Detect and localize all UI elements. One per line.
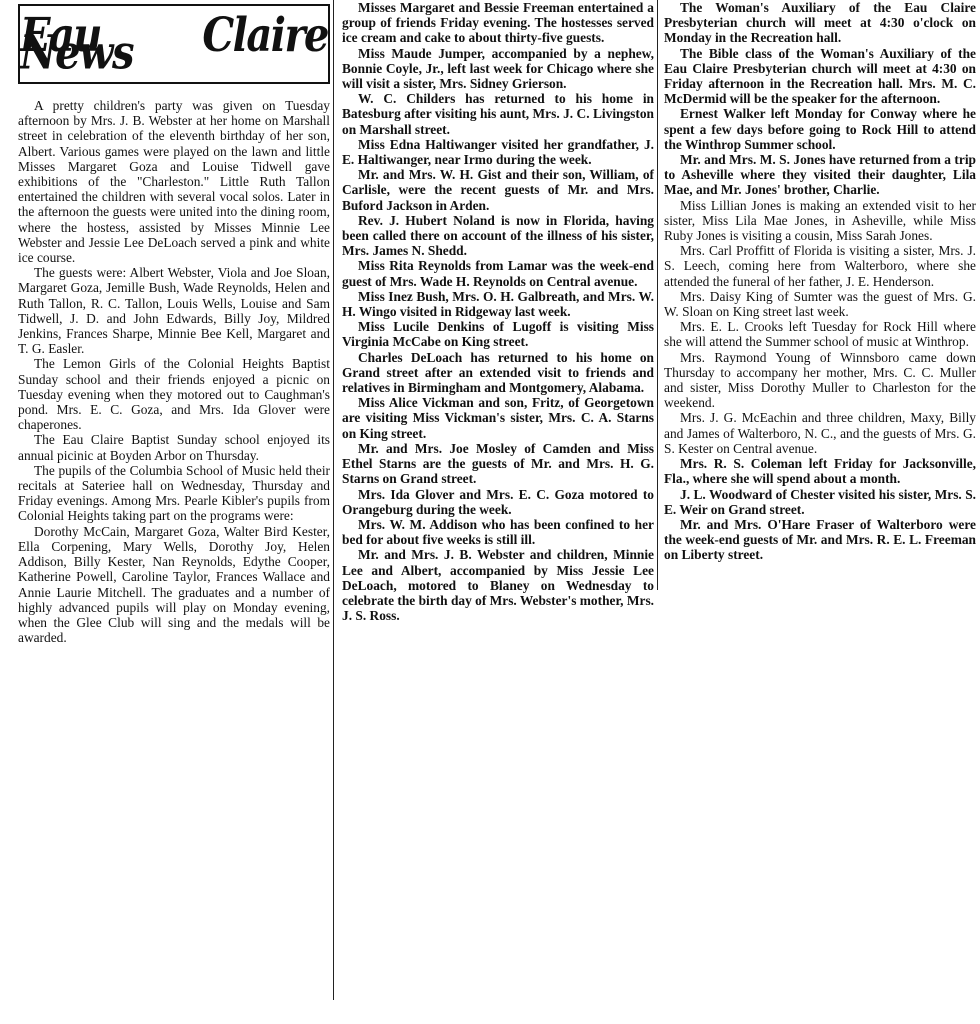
article-paragraph: Miss Inez Bush, Mrs. O. H. Galbreath, and Mrs. W. H. Wingo visited in Ridgeway last week. [342,288,654,320]
article-paragraph: Dorothy McCain, Margaret Goza, Walter Bird Kester, Ella Corpening, Mary Wells, Dorothy Joy, Helen Addison, Billy Kester, Nan Reynolds, Edythe Cooper, Katherine Powell, Caroline Taylor, Frances Wallace and Annie Laurie Mitchell. The graduates and a number of highly advanced pupils will play on Monday evening, when the Glee Club will sing and the medals will be awarded. [18,523,330,646]
article-paragraph: Mrs. R. S. Coleman left Friday for Jacksonville, Fla., where she will spend about a month. [664,456,976,487]
article-paragraph: Miss Lucile Denkins of Lugoff is visiting Miss Virginia McCabe on King street. [342,319,654,350]
article-paragraph: The Woman's Auxiliary of the Eau Claire Presbyterian church will meet at 4:30 o'clock on Monday in the Recreation hall. [664,0,976,46]
article-paragraph: The Lemon Girls of the Colonial Heights Baptist Sunday school and their friends enjoyed a picnic on Tuesday evening when they motored out to Caughman's pond. Mrs. E. C. Goza, and Mrs. Ida Glover were chaperones. [18,356,330,433]
article-paragraph: Mr. and Mrs. M. S. Jones have returned from a trip to Asheville where they visited their daughter, Lila Mae, and Mr. Jones' brother, Charlie. [664,152,976,198]
article-paragraph: Charles DeLoach has returned to his home on Grand street after an extended visit to friends and relatives in Birmingham and Montgomery, Alabama. [342,349,654,396]
article-paragraph: Mrs. Ida Glover and Mrs. E. C. Goza motored to Orangeburg during the week. [342,486,654,517]
article-paragraph: The Bible class of the Woman's Auxiliary of the Eau Claire Presbyterian church will meet at 4:30 on Friday afternoon in the Recreation hall. Mrs. M. C. McDermid will be the speaker for the afternoon. [664,45,976,107]
article-paragraph: Mrs. Daisy King of Sumter was the guest of Mrs. G. W. Sloan on King street last week. [664,288,976,320]
article-paragraph: The guests were: Albert Webster, Viola and Joe Sloan, Margaret Goza, Jemille Bush, Wade Reynolds, Helen and Ruth Tallon, R. C. Tallon, Louis Wells, Louise and Sam Tidwell, J. D. and John Edwards, Billy Joy, Mildred Jenkins, Frances Sharpe, Minnie Bee Kell, Margaret and T. G. Easler. [18,265,330,357]
article-paragraph: W. C. Childers has returned to his home in Batesburg after visiting his aunt, Mrs. J. C. Livingston on Marshall street. [342,91,654,137]
article-paragraph: Misses Margaret and Bessie Freeman entertained a group of friends Friday evening. The hostesses served ice cream and cake to about thirty-five guests. [342,0,654,46]
article-paragraph: Miss Maude Jumper, accompanied by a nephew, Bonnie Coyle, Jr., left last week for Chicago where she will visit a sister, Mrs. Sidney Grierson. [342,45,654,92]
column-divider [333,0,334,1000]
article-paragraph: Ernest Walker left Monday for Conway where he spent a few days before going to Rock Hill to attend the Winthrop Summer school. [664,106,976,152]
article-paragraph: Miss Lillian Jones is making an extended visit to her sister, Miss Lila Mae Jones, in Asheville, while Miss Ruby Jones is visiting a cousin, Miss Sarah Jones. [664,197,976,244]
article-paragraph: Mrs. J. G. McEachin and three children, Maxy, Billy and James of Walterboro, N. C., and the guests of Mrs. G. S. Kester on Central avenue. [664,410,976,456]
article-paragraph: Miss Edna Haltiwanger visited her grandfather, J. E. Haltiwanger, near Irmo during the week. [342,136,654,168]
article-paragraph: Rev. J. Hubert Noland is now in Florida, having been called there on account of the illness of his sister, Mrs. James N. Shedd. [342,212,654,259]
article-paragraph: Mr. and Mrs. J. B. Webster and children, Minnie Lee and Albert, accompanied by Miss Jessie Lee DeLoach, motored to Blaney on Wednesday to celebrate the birth day of Mrs. Webster's mother, Mrs. J. S. Ross. [342,547,655,624]
masthead-box [18,4,330,84]
article-paragraph: Mrs. Raymond Young of Winnsboro came down Thursday to accompany her mother, Mrs. C. C. Muller and sister, Miss Dorothy Muller to Charleston for the weekend. [664,349,976,411]
article-paragraph: Mr. and Mrs. O'Hare Fraser of Walterboro were the week-end guests of Mr. and Mrs. R. E. L. Freeman on Liberty street. [664,516,976,563]
column-2 [342,0,654,623]
article-paragraph: J. L. Woodward of Chester visited his sister, Mrs. S. E. Weir on Grand street. [664,486,976,517]
article-paragraph: Mr. and Mrs. W. H. Gist and their son, William, of Carlisle, were the recent guests of Mr. and Mrs. Buford Jackson in Arden. [342,167,654,213]
article-paragraph: The Eau Claire Baptist Sunday school enjoyed its annual picinic at Boyden Arbor on Thursday. [18,432,330,463]
masthead-title: Eau Claire News [20,7,328,81]
article-paragraph: Mrs. W. M. Addison who has been confined to her bed for about five weeks is still ill. [342,516,654,548]
article-paragraph: A pretty children's party was given on Tuesday afternoon by Mrs. J. B. Webster at her home on Marshall street in celebration of the eleventh birthday of her son, Albert. Various games were played on the lawn and little Misses Margaret Goza and Louise Tidwell gave exhibitions of the "Charleston." Little Ruth Tallon entertained the children with several vocal solos. Later in the afternoon the guests were united into the dining room, where the hostess, assisted by Misses Minnie Lee Webster and Jessie Lee DeLoach served a pink and white ice course. [18,98,330,266]
article-paragraph: The pupils of the Columbia School of Music held their recitals at Sateriee hall on Wednesday, Thursday and Friday evenings. Among Mrs. Pearle Kibler's pupils from Colonial Heights taking part on the programs were: [18,462,330,524]
article-paragraph: Mr. and Mrs. Joe Mosley of Camden and Miss Ethel Starns are the guests of Mr. and Mrs. H. G. Starns on Grand street. [342,440,654,487]
article-paragraph: Miss Rita Reynolds from Lamar was the week-end guest of Mrs. Wade H. Reynolds on Central avenue. [342,258,654,289]
article-paragraph: Miss Alice Vickman and son, Fritz, of Georgetown are visiting Miss Vickman's sister, Mrs. C. A. Starns on King street. [342,395,654,441]
column-divider [657,0,658,590]
column-1 [18,4,330,645]
column-3 [664,0,976,563]
article-paragraph: Mrs. E. L. Crooks left Tuesday for Rock Hill where she will attend the Summer school of music at Winthrop. [664,319,976,350]
article-paragraph: Mrs. Carl Proffitt of Florida is visiting a sister, Mrs. J. S. Leech, coming here from Walterboro, where she attended the funeral of her father, J. E. Henderson. [664,243,976,289]
